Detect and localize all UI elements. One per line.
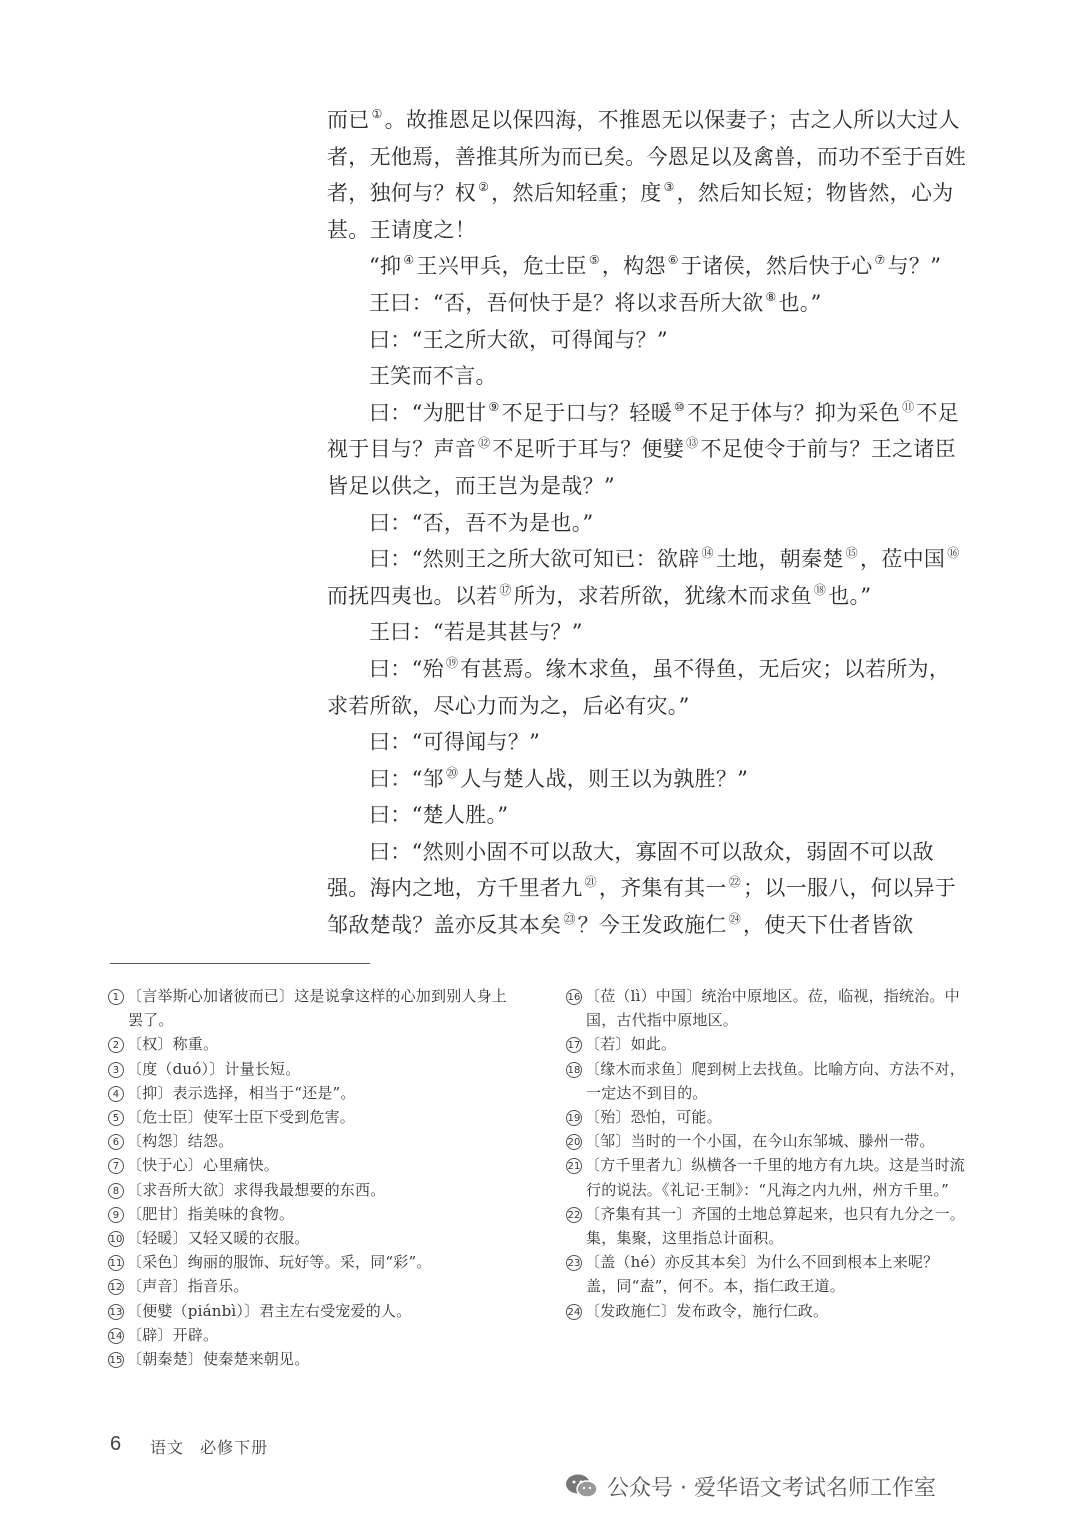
text-paragraph (327, 102, 967, 248)
footnote-item (108, 1274, 520, 1298)
text-paragraph (327, 761, 967, 798)
footnote-marker: ⑬ (686, 436, 699, 451)
text-run: “抑 (369, 254, 402, 279)
footnote-marker: ㉑ (584, 875, 597, 890)
footnote-text: 〔肥甘〕指美味的食物。 (127, 1204, 295, 1223)
footnote-text: 〔度（duó）〕计量长短。 (127, 1059, 301, 1078)
footnote-item (108, 1081, 520, 1105)
text-paragraph (327, 651, 967, 724)
footnote-item (108, 1299, 520, 1323)
footnote-marker: ㉔ (728, 912, 742, 927)
footnote-marker: ⑨ (488, 399, 500, 414)
text-run: 所为，求若所欲，犹缘木而求鱼 (513, 583, 812, 608)
footnote-number: 21 (566, 1158, 582, 1174)
footnote-text: 〔抑〕表示选择，相当于“还是”。 (127, 1083, 356, 1102)
text-run: 曰：“可得闻与？” (369, 730, 541, 755)
footnote-number: 14 (108, 1328, 124, 1344)
text-run: 也。” (828, 583, 872, 608)
text-paragraph (327, 322, 967, 359)
text-run: 于诸侯，然后快于心 (680, 254, 873, 279)
text-run: 不足于体与？抑为采色 (687, 400, 901, 425)
footnote-marker: ⑰ (499, 582, 512, 597)
footnote-marker: ⑧ (765, 289, 777, 304)
footnote-marker: ⑩ (674, 399, 686, 414)
text-paragraph (327, 505, 967, 542)
footnote-text: 〔发政施仁〕发布政令，施行仁政。 (585, 1301, 829, 1320)
footnote-marker: ㉒ (728, 875, 742, 890)
footnote-item (108, 1250, 520, 1274)
footnotes-right (566, 984, 966, 1323)
text-run: 王曰：“否，吾何快于是？将以求吾所大欲 (369, 290, 764, 315)
text-run: ，构怨 (601, 254, 666, 279)
text-run: 与？” (887, 254, 942, 279)
footnote-text: 〔莅（lì）中国〕统治中原地区。莅，临视，指统治。中国，古代指中原地区。 (585, 987, 960, 1030)
footnote-item (566, 1129, 966, 1153)
text-run: 曰：“否，吾不为是也。” (369, 510, 594, 535)
text-run: 而已 (327, 108, 370, 132)
text-run: 曰：“王之所大欲，可得闻与？” (369, 327, 668, 352)
text-run: 不足使令于前与？王之诸臣皆足以供之，而王岂为是哉？” (327, 437, 957, 498)
text-run: 王笑而不言。 (369, 364, 497, 389)
footnote-text: 〔朝秦楚〕使秦楚来朝见。 (127, 1350, 310, 1369)
footnote-number: 11 (108, 1255, 124, 1271)
footnote-item (566, 1299, 966, 1323)
footnote-number: 15 (108, 1352, 124, 1368)
footnote-number: 7 (108, 1158, 124, 1174)
footnote-item (108, 1323, 520, 1347)
footnote-item (566, 1202, 966, 1250)
text-run: 而抚四夷也。以若 (327, 583, 498, 608)
footnote-item (108, 1153, 520, 1177)
text-paragraph (327, 285, 967, 322)
wechat-watermark (565, 1466, 936, 1506)
footnote-number: 24 (566, 1304, 582, 1320)
footnote-number: 5 (108, 1110, 124, 1126)
text-run: 王曰：“若是其甚与？” (369, 620, 583, 645)
text-run: 有甚焉。缘木求鱼，虽不得鱼，无后灾；以若所为，求若所欲，尽心力而为之，后必有灾。” (327, 656, 951, 718)
text-run: ；以一服八，何以异于邹敌楚哉？盖亦反其本矣 (327, 876, 957, 938)
footnote-marker: ④ (403, 253, 415, 268)
footnote-marker: ② (478, 180, 490, 195)
text-run: 不足视于目与？声音 (327, 400, 959, 462)
footnote-marker: ① (371, 107, 383, 121)
text-paragraph (327, 358, 967, 395)
wechat-icon (565, 1473, 599, 1499)
text-run: 也。” (778, 290, 822, 315)
footnote-number: 10 (108, 1231, 124, 1247)
footnote-item (566, 1032, 966, 1056)
footnote-text: 〔采色〕绚丽的服饰、玩好等。采，同“彩”。 (127, 1253, 432, 1272)
text-run: ，使天下仕者皆欲 (743, 913, 914, 938)
footnote-item (566, 1105, 966, 1129)
footnote-text: 〔言举斯心加诸彼而已〕这是说拿这样的心加到别人身上罢了。 (127, 987, 508, 1030)
footnote-marker: ⑯ (947, 546, 960, 561)
footnote-text: 〔便嬖（piánbì）〕君主左右受宠爱的人。 (127, 1301, 412, 1320)
footnote-text: 〔危士臣〕使军士臣下受到危害。 (127, 1108, 356, 1127)
footnote-text: 〔邹〕当时的一个小国，在今山东邹城、滕州一带。 (585, 1132, 935, 1151)
text-run: 曰：“楚人胜。” (369, 803, 509, 828)
footnote-text: 〔盖（hé）亦反其本矣〕为什么不回到根本上来呢？盖，同“盍”，何不。本，指仁政王道。 (585, 1253, 939, 1296)
text-paragraph (327, 797, 967, 834)
footnote-number: 3 (108, 1062, 124, 1078)
text-paragraph (327, 248, 967, 285)
watermark-text: 公众号 · 爱华语文考试名师工作室 (607, 1475, 936, 1501)
text-run: 土地，朝秦楚 (715, 547, 844, 572)
footnote-number: 20 (566, 1134, 582, 1150)
text-paragraph (327, 541, 967, 614)
footnote-number: 16 (566, 989, 582, 1005)
footnote-item (566, 1153, 966, 1201)
text-run: ？今王发政施仁 (577, 913, 727, 938)
footnote-number: 18 (566, 1062, 582, 1078)
footnote-item (108, 1178, 520, 1202)
text-run: ，然后知轻重；度 (491, 181, 662, 206)
footnote-number: 22 (566, 1207, 582, 1223)
footnote-marker: ⑪ (902, 399, 915, 414)
footnote-text: 〔缘木而求鱼〕爬到树上去找鱼。比喻方向、方法不对，一定达不到目的。 (585, 1059, 966, 1102)
footnote-text: 〔若〕如此。 (585, 1035, 677, 1054)
footnote-marker: ⑭ (701, 546, 714, 561)
footnote-text: 〔轻暖〕又轻又暖的衣服。 (127, 1229, 310, 1248)
footnote-text: 〔殆〕恐怕，可能。 (585, 1108, 722, 1127)
footnote-marker: ⑮ (845, 546, 858, 561)
footnote-marker: ⑳ (445, 765, 459, 780)
text-run: ，齐集有其一 (598, 876, 727, 901)
text-run: ，然后知长短；物皆然，心为甚。王请度之！ (327, 181, 954, 242)
footnote-marker: ⑱ (813, 582, 827, 597)
footnote-text: 〔求吾所大欲〕求得我最想要的东西。 (127, 1180, 386, 1199)
footnote-text: 〔快于心〕心里痛快。 (127, 1156, 280, 1175)
footnote-text: 〔辟〕开辟。 (127, 1325, 219, 1344)
footnote-text: 〔构怨〕结怨。 (127, 1132, 234, 1151)
book-title: 语文 必修下册 (150, 1438, 269, 1457)
footnote-text: 〔方千里者九〕纵横各一千里的地方有九块。这是当时流行的说法。《礼记·王制》：“凡海之内九州，州方千里。” (585, 1156, 966, 1199)
footnote-number: 8 (108, 1183, 124, 1199)
main-text (327, 102, 967, 944)
text-run: 曰：“殆 (369, 656, 444, 681)
footnotes-left (108, 984, 520, 1371)
text-run: 不足于口与？轻暖 (501, 400, 673, 425)
footnote-marker: ③ (663, 180, 675, 195)
text-run: 曰：“然则王之所大欲可知已：欲辟 (369, 547, 700, 572)
text-run: 曰：“邹 (369, 766, 444, 791)
footnote-number: 4 (108, 1086, 124, 1102)
text-run: 曰：“然则小固不可以敌大，寡固不可以敌众，弱固不可以敌强。海内之地，方千里者九 (327, 839, 934, 901)
footnote-number: 17 (566, 1037, 582, 1053)
text-run: 曰：“为肥甘 (369, 400, 487, 425)
text-paragraph (327, 395, 967, 505)
page-number: 6 (110, 1433, 122, 1455)
footnote-item (108, 1202, 520, 1226)
footnote-item (108, 984, 520, 1032)
footnote-marker: ⑫ (478, 436, 491, 451)
text-paragraph (327, 724, 967, 761)
text-paragraph (327, 614, 967, 651)
footnote-marker: ⑦ (874, 253, 886, 268)
footnote-item (566, 984, 966, 1032)
footnote-number: 12 (108, 1279, 124, 1295)
footnote-number: 23 (566, 1255, 582, 1271)
footnote-text: 〔权〕称重。 (127, 1035, 219, 1054)
footnote-item (108, 1105, 520, 1129)
text-paragraph (327, 834, 967, 944)
footnote-marker: ㉓ (563, 912, 576, 927)
footnote-text: 〔齐集有其一〕齐国的土地总算起来，也只有九分之一。集，集聚，这里指总计面积。 (585, 1204, 966, 1248)
footnote-text: 〔声音〕指音乐。 (127, 1277, 249, 1296)
footnote-item (108, 1032, 520, 1056)
text-run: 不足听于耳与？便嬖 (492, 437, 685, 462)
footnote-number: 19 (566, 1110, 582, 1126)
footnote-number: 9 (108, 1207, 124, 1223)
footnote-item (108, 1129, 520, 1153)
text-run: 王兴甲兵，危士臣 (416, 254, 587, 279)
footnote-item (108, 1057, 520, 1081)
footnote-marker: ⑤ (588, 253, 600, 268)
footnote-number: 1 (108, 989, 124, 1005)
footnote-item (566, 1250, 966, 1298)
footnote-number: 6 (108, 1134, 124, 1150)
text-run: ，莅中国 (859, 547, 946, 572)
footnote-divider (110, 963, 370, 964)
text-run: 。故推恩足以保四海，不推恩无以保妻子；古之人所以大过人者，无他焉，善推其所为而已矣。今恩足以及禽兽，而功不至于百姓者，独何与？权 (327, 108, 966, 206)
footnote-marker: ⑲ (445, 655, 459, 670)
footnote-item (566, 1057, 966, 1105)
footnote-number: 2 (108, 1037, 124, 1053)
footnote-number: 13 (108, 1304, 124, 1320)
footnote-item (108, 1226, 520, 1250)
text-run: 人与楚人战，则王以为孰胜？” (460, 766, 749, 791)
footnote-item (108, 1347, 520, 1371)
footnote-marker: ⑥ (667, 253, 679, 268)
